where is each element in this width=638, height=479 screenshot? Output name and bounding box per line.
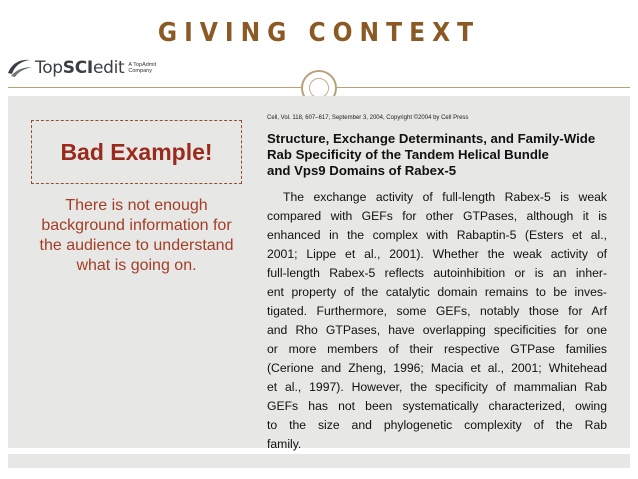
paper-body-line: to the size and phylogenetic complexity of the Rab [267, 418, 607, 432]
footer-bar [8, 454, 630, 468]
paper-excerpt [267, 112, 607, 454]
logo-subtitle-line2: Company [128, 68, 152, 74]
logo-subtitle-line1: A TopAdmit [128, 62, 157, 68]
explanation-text: There is not enough background information for the audience to understand what is going on. [39, 197, 234, 274]
paper-title-line: and Vps9 Domains of Rabex-5 [267, 163, 457, 178]
paper-body-line: (Cerione and Zheng, 1996; Macia et al., 2001; Whitehead [267, 361, 607, 375]
paper-body-line: full-length Rabex-5 reflects autoinhibition or is an inher- [267, 266, 607, 280]
paper-body-line: GEFs has not been systematically characterized, owing [267, 399, 607, 413]
slide-title: GIVING CONTEXT [157, 18, 481, 48]
paper-body-line: enhanced in the complex with Rabaptin-5 (Esters et al., [267, 228, 607, 242]
paper-body-line: et al., 1997). However, the specificity of mammalian Rab [267, 380, 607, 394]
paper-body [267, 188, 607, 454]
logo-text-edit: edit [92, 58, 125, 78]
paper-body-line: or more members of their respective GTPase families [267, 342, 607, 356]
paper-body-line: compared with GEFs for other GTPases, although it is [267, 209, 607, 223]
paper-body-line: ent property of the catalytic domain remains to be inves- [267, 285, 607, 299]
paper-title-line: Structure, Exchange Determinants, and Family-Wide [267, 131, 596, 146]
logo-subtitle [128, 62, 168, 74]
paper-body-line: family. [267, 437, 302, 451]
paper-body-line: tigated. Furthermore, some GEFs, notably those for Arf [267, 304, 607, 318]
bad-example-box [31, 120, 242, 184]
logo-text-top: Top [35, 58, 63, 78]
paper-citation: Cell, Vol. 118, 607–617, September 3, 2004, Copyright ©2004 by Cell Press [267, 115, 469, 121]
paper-body-line: and Rho GTPases, have overlapping specificities for one [267, 323, 607, 337]
bad-example-label: Bad Example! [60, 138, 213, 165]
topscied-logo [6, 55, 168, 81]
ornament-inner-ring [309, 78, 329, 98]
paper-title [267, 131, 607, 179]
paper-title-line: Rab Specificity of the Tandem Helical Bundle [267, 147, 549, 162]
paper-body-line: The exchange activity of full-length Rabex-5 is weak [283, 190, 607, 204]
topscied-swoosh-icon [6, 57, 34, 79]
logo-text-sci: SCI [62, 58, 93, 78]
paper-body-line: 2001; Lippe et al., 2001). Whether the weak activity of [267, 247, 607, 261]
